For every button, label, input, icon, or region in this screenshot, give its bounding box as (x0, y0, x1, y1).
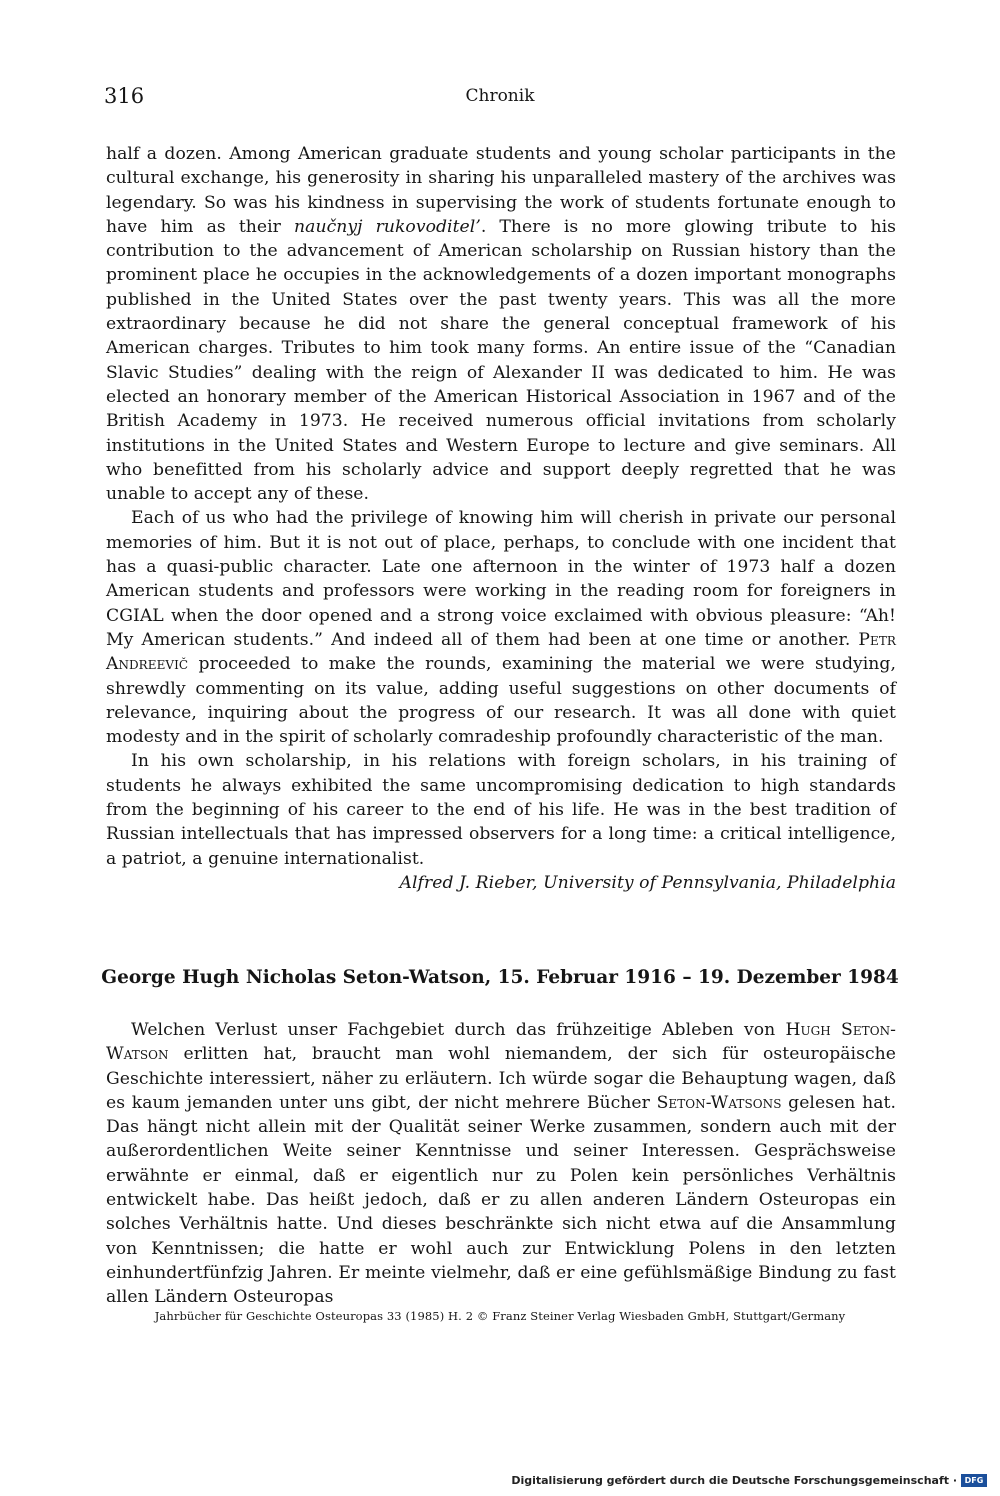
running-title: Chronik (465, 86, 535, 106)
text-run: Welchen Verlust unser Fachgebiet durch das frühzeitige Ableben von (131, 1020, 786, 1040)
dfg-logo-icon (961, 1474, 987, 1487)
digitization-credit (511, 1474, 987, 1487)
paragraph: In his own scholarship, in his relations with foreign scholars, in his training of students he always exhibited the same uncompromising dedication to high standards from the beginning of his career to the end of his life. He was in the best tradition of Russian intellectuals that has impressed observers for a long time: a critical intelligence, a patriot, a genuine internationalist. (106, 751, 896, 869)
person-name: Seton-Watsons (656, 1092, 782, 1113)
paragraph (106, 1018, 896, 1310)
page-number: 316 (104, 84, 145, 108)
text-run: gelesen hat. Das hängt nicht allein mit der Qualität seiner Werke zusammen, sondern auch mit der außerordentlichen Weite seiner Kenntnisse und seiner Interessen. Gesprächsweise erwähnte er einmal, daß er eigentlich nur zu Polen kein persönliches Verhältnis entwickelt habe. Das heißt jedoch, daß er zu allen anderen Ländern Osteuropas ein solches Verhältnis hatte. Und dieses beschränkte sich nicht etwa auf die Ansammlung von Kenntnissen; die hatte er wohl auch zur Entwicklung Polens in den letzten einhundertfünfzig Jahren. Er meinte vielmehr, daß er eine gefühlsmäßige Bindung zu fast allen Ländern Osteuropas (106, 1092, 896, 1308)
paragraph (106, 142, 896, 506)
text-run: proceeded to make the rounds, examining the material we were studying, shrewdly commenting on its value, adding useful suggestions on other documents of relevance, inquiring about the progress of our research. It was all done with quiet modesty and in the spirit of scholarly comradeship profoundly characteristic of the man. (106, 654, 896, 748)
russian-term: naučnyj rukovoditel’ (294, 216, 481, 237)
obituary-heading: George Hugh Nicholas Seton-Watson, 15. Februar 1916 – 19. Dezember 1984 (101, 967, 899, 988)
author-signature: Alfred J. Rieber, University of Pennsylvania, Philadelphia (399, 872, 896, 893)
text-run: erlitten hat, braucht man wohl niemandem, der sich für osteuropäische Geschichte interessiert, näher zu erläutern. Ich würde sogar die Behauptung wagen, daß es kaum jemanden unter uns gibt, der nicht mehrere Bücher (106, 1044, 896, 1113)
text-run: Each of us who had the privilege of knowing him will cherish in private our personal memories of him. But it is not out of place, perhaps, to conclude with one incident that has a quasi-public character. Late one afternoon in the winter of 1973 half a dozen American students and professors were working in the reading room for foreigners in CGIAL when the door opened and a strong voice exclaimed with obvious pleasure: “Ah! My American students.” And indeed all of them had been at one time or another. (106, 508, 896, 650)
journal-footer: Jahrbücher für Geschichte Osteuropas 33 (1985) H. 2 © Franz Steiner Verlag Wiesbaden GmbH, Stuttgart/Germany (154, 1309, 846, 1323)
dfg-logo-text: DFG (964, 1475, 984, 1485)
person-name: Petr Andreevič (106, 629, 896, 675)
paragraph (106, 506, 896, 749)
obituary-text (106, 1018, 896, 1310)
text-run: half a dozen. Among American graduate students and young scholar participants in the cultural exchange, his generosity in sharing his unparalleled mastery of the archives was legendary. So was his kindness in supervising the work of students fortunate enough to have him as their (106, 144, 896, 237)
dfg-credit-text: Digitalisierung gefördert durch die Deutsche Forschungsgemeinschaft · (511, 1474, 957, 1487)
text-run: . There is no more glowing tribute to his contribution to the advancement of American scholarship on Russian history than the prominent place he occupies in the acknowledgements of a dozen important monographs published in the United States over the past twenty years. This was all the more extraordinary because he did not share the general conceptual framework of his American charges. Tributes to him took many forms. An entire issue of the “Canadian Slavic Studies” dealing with the reign of Alexander II was dedicated to him. He was elected an honorary member of the American Historical Association in 1967 and of the British Academy in 1973. He received numerous official invitations from scholarly institutions in the United States and Western Europe to lecture and give seminars. All who benefitted from his scholarly advice and support deeply regretted that he was unable to accept any of these. (106, 216, 896, 505)
person-name: Hugh Seton-Watson (106, 1020, 896, 1065)
obituary-continuation (106, 142, 896, 895)
